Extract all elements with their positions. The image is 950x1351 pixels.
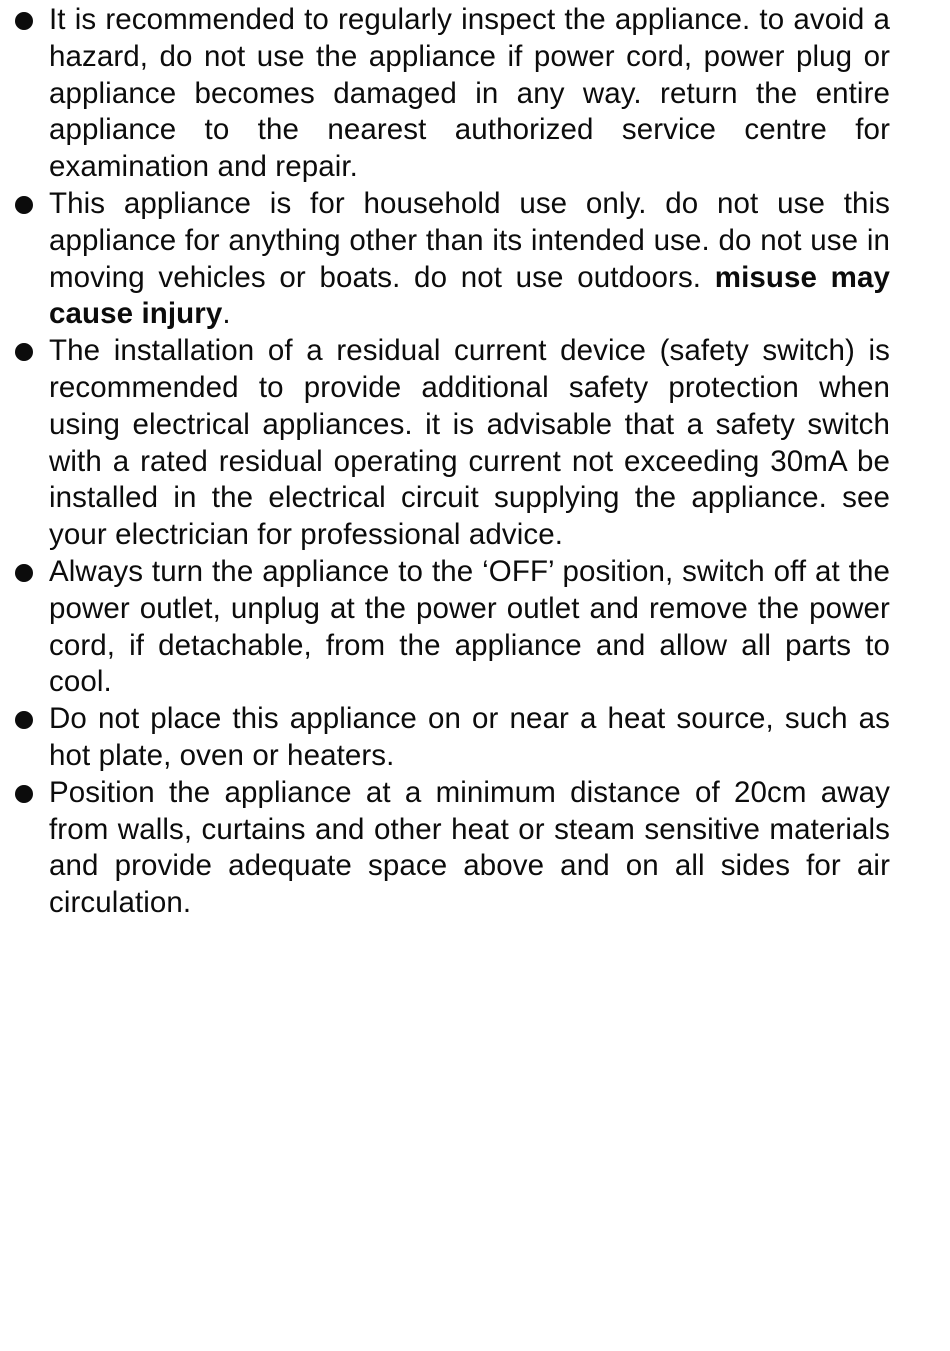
safety-item-household-use	[0, 186, 890, 333]
safety-item-text: Do not place this appliance on or near a heat source, such as hot plate, oven or heaters.	[49, 702, 890, 772]
bullet-icon	[15, 196, 33, 214]
safety-item-text: It is recommended to regularly inspect the appliance. to avoid a hazard, do not use the appliance if power cord, power plug or appliance becomes damaged in any way. return the entire appliance to the nearest authorized service centre for examination and repair.	[49, 3, 890, 184]
safety-item-positioning	[0, 775, 890, 922]
bullet-icon	[15, 711, 33, 729]
safety-item-power-off	[0, 554, 890, 701]
safety-item-heat-source	[0, 701, 890, 775]
safety-item-tail: .	[222, 297, 231, 331]
safety-item-text: Always turn the appliance to the ‘OFF’ position, switch off at the power outlet, unplug at the power outlet and remove the power cord, if detachable, from the appliance and allow all parts to cool.	[49, 554, 890, 699]
safety-item-text: This appliance is for household use only. do not use this appliance for anything other than its intended use. do not use in moving vehicles or boats. do not use outdoors.	[49, 186, 890, 294]
bullet-icon	[15, 343, 33, 361]
safety-warning-bold: misuse may cause injury	[49, 260, 891, 331]
safety-instructions-list	[0, 2, 950, 922]
safety-item-text: Position the appliance at a minimum distance of 20cm away from walls, curtains and other heat or steam sensitive materials and provide adequate space above and on all sides for air circulation.	[49, 775, 890, 920]
bullet-icon	[15, 564, 33, 582]
safety-item-text: The installation of a residual current device (safety switch) is recommended to provide additional safety protection when using electrical appliances. it is advisable that a safety switch with a rated residual operating current not exceeding 30mA be installed in the electrical circuit supplying the appliance. see your electrician for professional advice.	[49, 334, 890, 552]
bullet-icon	[15, 785, 33, 803]
safety-item-rcd	[0, 333, 890, 554]
safety-item-inspection	[0, 2, 890, 186]
bullet-icon	[15, 12, 33, 30]
